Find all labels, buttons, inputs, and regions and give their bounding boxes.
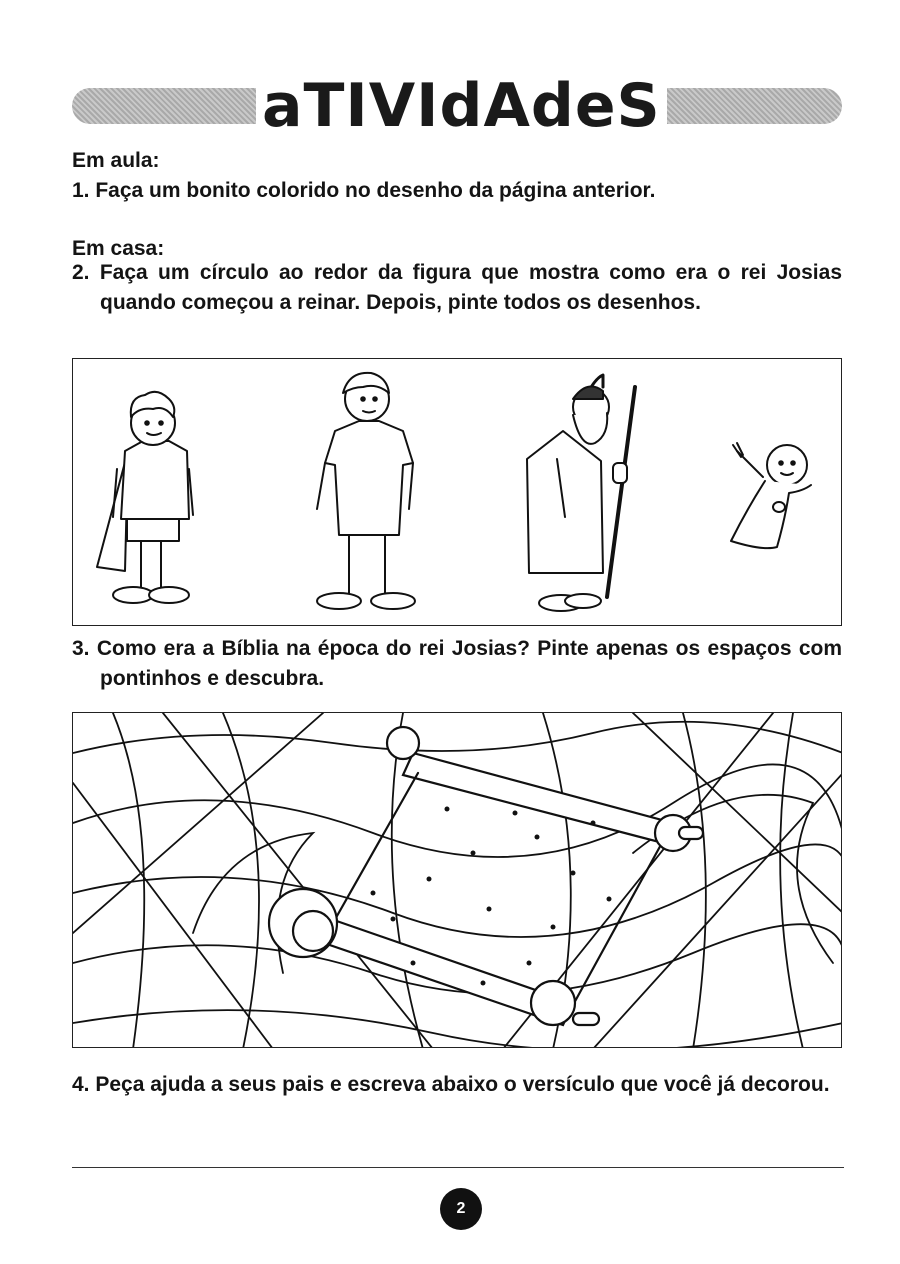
section-at-home: Em casa:	[72, 237, 165, 260]
old-man-figure	[527, 375, 635, 611]
page-number-badge: 2	[440, 1188, 482, 1230]
writing-line	[72, 1167, 844, 1168]
instruction-1: 1. Faça um bonito colorido no desenho da página anterior.	[72, 179, 656, 202]
figures-panel	[72, 358, 842, 626]
instruction-3: 3. Como era a Bíblia na época do rei Josias? Pinte apenas os espaços com pontinhos e descubra.	[72, 637, 842, 690]
boy-figure	[97, 392, 193, 603]
scroll-shape	[269, 727, 703, 1025]
instruction-2: 2. Faça um círculo ao redor da figura que mostra como era o rei Josias quando começou a reinar. Depois, pinte todos os desenhos.	[72, 261, 842, 314]
baby-figure	[731, 443, 811, 548]
page-title: aTIVIdAdeS	[256, 66, 667, 146]
section-in-class: Em aula:	[72, 149, 160, 172]
puzzle-lines	[73, 713, 842, 1048]
dot-puzzle-panel	[72, 712, 842, 1048]
instruction-4: 4. Peça ajuda a seus pais e escreva abaixo o versículo que você já decorou.	[72, 1073, 830, 1096]
young-man-figure	[317, 373, 415, 609]
